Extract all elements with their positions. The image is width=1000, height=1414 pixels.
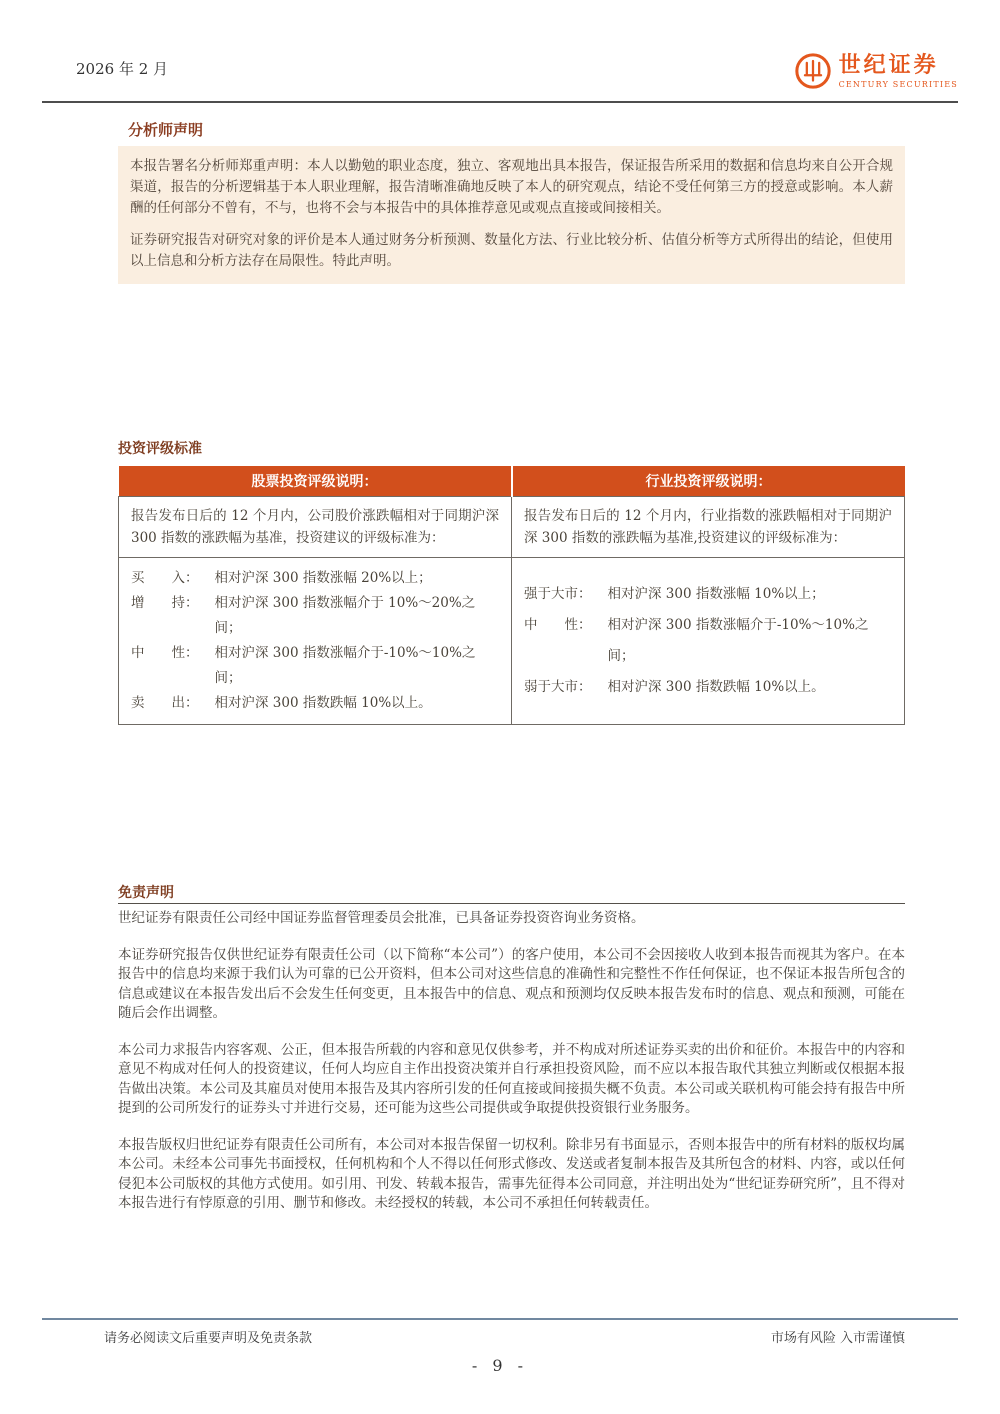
- report-date: 2026 年 2 月: [76, 60, 169, 78]
- rating-label: 弱于大市：: [524, 679, 592, 695]
- company-logo-text: [839, 52, 958, 89]
- rating-label: 卖 出：: [131, 695, 199, 711]
- rating-desc: 相对沪深 300 指数涨幅介于 10%～20%之间；: [214, 595, 476, 636]
- rating-label: 中 性：: [131, 645, 199, 661]
- industry-rating-header: 行业投资评级说明：: [512, 466, 905, 497]
- company-name-en: CENTURY SECURITIES: [838, 80, 958, 89]
- stock-rating-header: 股票投资评级说明：: [119, 466, 512, 497]
- footer-notice: 请务必阅读文后重要声明及免责条款: [104, 1331, 313, 1346]
- disclaimer-paragraph: 世纪证券有限责任公司经中国证券监督管理委员会批准，已具备证券投资咨询业务资格。: [118, 910, 645, 926]
- stock-ratings-cell: [119, 558, 512, 725]
- stock-rating-item: [131, 691, 499, 716]
- footer-divider: [42, 1318, 958, 1320]
- industry-rating-description: 报告发布日后的 12 个月内，行业指数的涨跌幅相对于同期沪深 300 指数的涨跌幅为基准,投资建议的评级标准为：: [512, 497, 905, 558]
- rating-desc: 相对沪深 300 指数涨幅 10%以上；: [607, 586, 825, 602]
- rating-desc: 相对沪深 300 指数涨幅 20%以上；: [214, 570, 432, 586]
- rating-label: 强于大市：: [524, 586, 592, 602]
- rating-label: 买 入：: [131, 570, 199, 586]
- table-ratings-row: [119, 558, 905, 725]
- footer-risk-warning: 市场有风险 入市需谨慎: [770, 1331, 905, 1346]
- disclaimer-title: 免责声明: [118, 885, 174, 901]
- page-number: - 9 -: [471, 1356, 529, 1375]
- disclaimer-paragraph: 本证券研究报告仅供世纪证券有限责任公司（以下简称“本公司”）的客户使用，本公司不会因接收人收到本报告而视其为客户。在本报告中的信息均来源于我们认为可靠的已公开资料，但本公司对这些信息的准确性和完整性不作任何保证，也不保证本报告所包含的信息或建议在本报告发出后不会发生任何变更，且本报告中的信息、观点和预测均仅反映本报告发布时的信息、观点和预测，可能在随后会作出调整。: [118, 946, 905, 1021]
- industry-rating-item: [524, 672, 892, 703]
- stock-rating-item: [131, 641, 499, 691]
- disclaimer-body: [118, 909, 905, 1214]
- analyst-statement-paragraph: 本报告署名分析师郑重声明：本人以勤勉的职业态度，独立、客观地出具本报告，保证报告所采用的数据和信息均来自公开合规渠道，报告的分析逻辑基于本人职业理解，报告清晰准确地反映了本人的研究观点，结论不受任何第三方的授意或影响。本人薪酬的任何部分不曾有，不与，也将不会与本报告中的具体推荐意见或观点直接或间接相关。: [130, 158, 893, 216]
- industry-rating-item: [524, 579, 892, 610]
- analyst-statement-title: 分析师声明: [128, 121, 204, 139]
- rating-standards-table: [118, 466, 905, 725]
- rating-desc: 相对沪深 300 指数跌幅 10%以上。: [607, 679, 825, 695]
- industry-ratings-cell: [512, 558, 905, 725]
- analyst-statement-box: [118, 146, 905, 284]
- table-header-row: [119, 466, 905, 497]
- rating-standards-title: 投资评级标准: [118, 441, 202, 457]
- rating-label: 中 性：: [524, 617, 592, 633]
- header-divider: [42, 101, 958, 103]
- company-name-cn: 世纪证券: [838, 52, 939, 78]
- disclaimer-paragraph: 本报告版权归世纪证券有限责任公司所有，本公司对本报告保留一切权利。除非另有书面显示，否则本报告中的所有材料的版权均属本公司。未经本公司事先书面授权，任何机构和个人不得以任何形式修改、发送或者复制本报告及其所包含的材料、内容，或以任何侵犯本公司版权的其他方式使用。如引用、刊发、转载本报告，需事先征得本公司同意，并注明出处为“世纪证券研究所”，且不得对本报告进行有悖原意的引用、删节和修改。未经授权的转载，本公司不承担任何转载责任。: [118, 1136, 905, 1211]
- disclaimer-paragraph: 本公司力求报告内容客观、公正，但本报告所载的内容和意见仅供参考，并不构成对所述证券买卖的出价和征价。本报告中的内容和意见不构成对任何人的投资建议，任何人均应自主作出投资决策并自行承担投资风险，而不应以本报告取代其独立判断或仅根据本报告做出决策。本公司及其雇员对使用本报告及其内容所引发的任何直接或间接损失概不负责。本公司或关联机构可能会持有报告中所提到的公司所发行的证券头寸并进行交易，还可能为这些公司提供或争取提供投资银行业务服务。: [118, 1041, 905, 1116]
- table-description-row: [119, 497, 905, 558]
- century-securities-logo-icon: [794, 52, 832, 90]
- rating-label: 增 持：: [131, 595, 199, 611]
- analyst-statement-paragraph: 证券研究报告对研究对象的评价是本人通过财务分析预测、数量化方法、行业比较分析、估值分析等方式所得出的结论，但使用以上信息和分析方法存在局限性。特此声明。: [130, 232, 893, 269]
- rating-desc: 相对沪深 300 指数涨幅介于-10%～10%之间；: [607, 617, 869, 664]
- disclaimer-title-underline: [118, 903, 905, 904]
- industry-rating-item: [524, 610, 892, 672]
- rating-desc: 相对沪深 300 指数涨幅介于-10%～10%之间；: [214, 645, 476, 686]
- stock-rating-item: [131, 566, 499, 591]
- company-logo: [794, 52, 958, 90]
- stock-rating-item: [131, 591, 499, 641]
- rating-desc: 相对沪深 300 指数跌幅 10%以上。: [214, 695, 432, 711]
- stock-rating-description: 报告发布日后的 12 个月内，公司股价涨跌幅相对于同期沪深 300 指数的涨跌幅为基准，投资建议的评级标准为：: [119, 497, 512, 558]
